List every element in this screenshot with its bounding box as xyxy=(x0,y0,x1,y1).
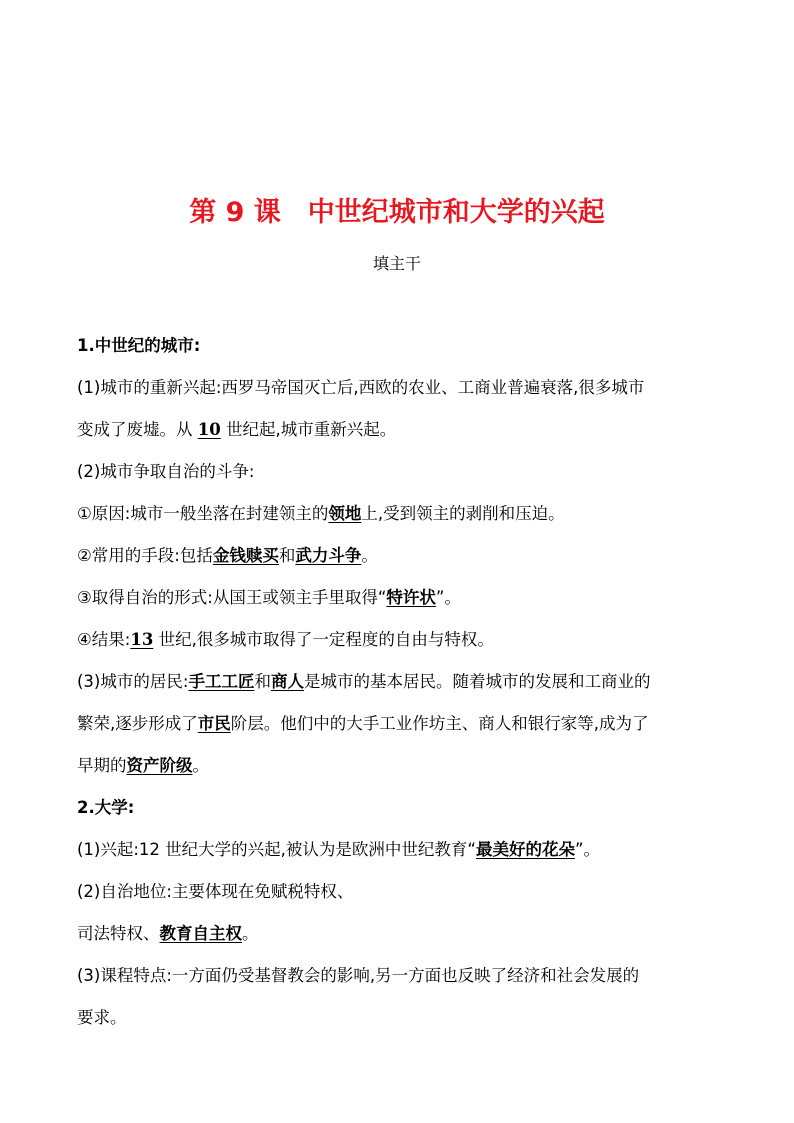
document-body xyxy=(77,325,722,1039)
text-line: (1)城市的重新兴起:西罗马帝国灭亡后,西欧的农业、工商业普遍衰落,很多城市 xyxy=(77,378,645,397)
text-span: 。 xyxy=(242,924,259,943)
text-span: 司法特权、 xyxy=(77,924,160,943)
text-span: 繁荣,逐步形成了 xyxy=(77,714,198,733)
text-line xyxy=(77,409,722,451)
text-span: 早期的 xyxy=(77,756,127,775)
section-subtitle: 填主干 xyxy=(372,254,421,273)
list-item xyxy=(77,577,722,619)
text-line: 要求。 xyxy=(77,1008,127,1027)
text-span: 。 xyxy=(192,756,209,775)
list-item xyxy=(77,493,722,535)
text-line: (3)课程特点:一方面仍受基督教会的影响,另一方面也反映了经济和社会发展的 xyxy=(77,966,640,985)
answer-fill: 资产阶级 xyxy=(126,756,193,775)
text-span: 阶层。他们中的大手工业作坊主、商人和银行家等,成为了 xyxy=(230,714,649,733)
answer-fill: 手工工匠 xyxy=(188,672,255,691)
answer-fill: 领地 xyxy=(328,504,362,523)
list-item xyxy=(77,535,722,577)
section-heading-universities: 2.大学: xyxy=(77,798,135,817)
lesson-title: 第 9 课 中世纪城市和大学的兴起 xyxy=(189,197,605,228)
text-span: 和 xyxy=(278,546,296,565)
text-span: (1)兴起:12 世纪大学的兴起,被认为是欧洲中世纪教育“ xyxy=(77,840,476,859)
text-span: 上,受到领主的剥削和压迫。 xyxy=(361,504,565,523)
list-item xyxy=(77,619,722,661)
answer-fill: 武力斗争 xyxy=(295,546,362,565)
answer-fill: 市民 xyxy=(197,714,231,733)
text-span: (3)城市的居民: xyxy=(77,672,189,691)
text-span: 变成了废墟。从 xyxy=(77,420,198,439)
answer-fill: 最美好的花朵 xyxy=(475,840,575,859)
text-span: ③取得自治的形式:从国王或领主手里取得“ xyxy=(77,588,387,607)
answer-fill: 10 xyxy=(197,420,221,439)
text-span: ”。 xyxy=(574,840,601,859)
text-line xyxy=(77,913,722,955)
text-span: ②常用的手段:包括 xyxy=(77,546,213,565)
text-span: 和 xyxy=(254,672,271,691)
answer-fill: 金钱赎买 xyxy=(212,546,279,565)
text-line xyxy=(77,745,722,787)
answer-fill: 13 xyxy=(130,630,154,649)
text-span: ①原因:城市一般坐落在封建领主的 xyxy=(77,504,329,523)
text-line xyxy=(77,661,722,703)
text-span: ④结果: xyxy=(77,630,131,649)
text-span: 。 xyxy=(361,546,378,565)
subsection-heading: (2)城市争取自治的斗争: xyxy=(77,462,255,481)
text-span: 是城市的基本居民。随着城市的发展和工商业的 xyxy=(303,672,651,691)
text-line xyxy=(77,829,722,871)
text-span: 世纪,很多城市取得了一定程度的自由与特权。 xyxy=(153,630,494,649)
answer-fill: 特许状 xyxy=(386,588,436,607)
text-span: ”。 xyxy=(435,588,461,607)
text-line xyxy=(77,703,722,745)
answer-fill: 教育自主权 xyxy=(159,924,242,943)
section-heading-cities: 1.中世纪的城市: xyxy=(77,336,201,355)
text-span: 世纪起,城市重新兴起。 xyxy=(220,420,397,439)
text-line: (2)自治地位:主要体现在免赋税特权、 xyxy=(77,882,354,901)
answer-fill: 商人 xyxy=(270,672,304,691)
